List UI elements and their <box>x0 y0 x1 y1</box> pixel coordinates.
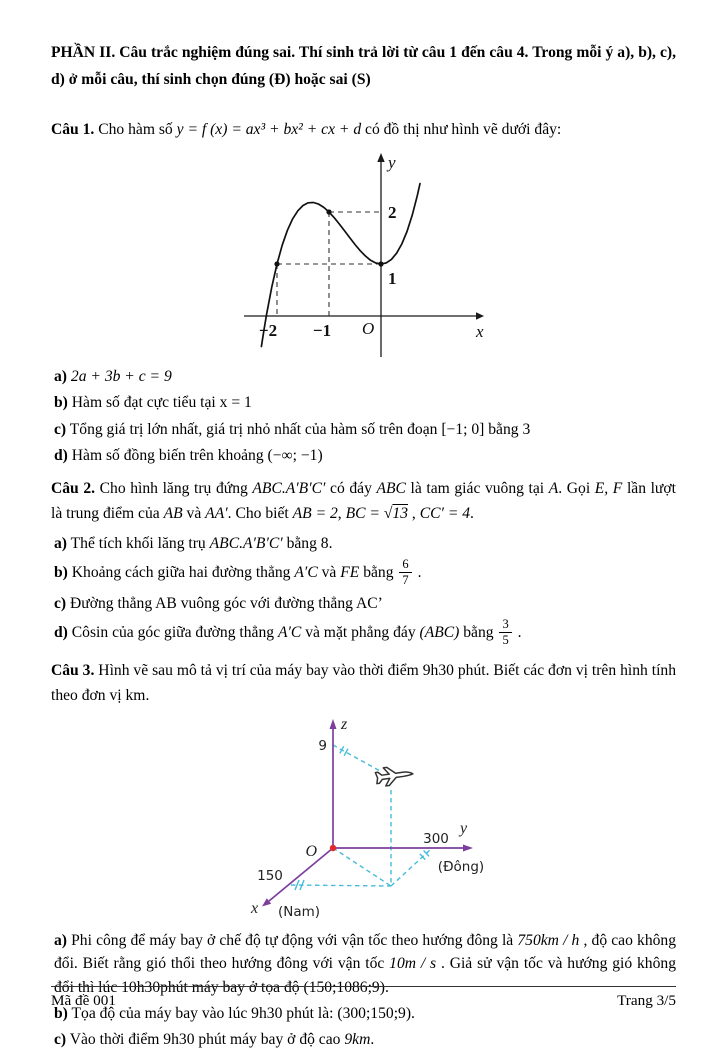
q1-tick-minus2: −2 <box>258 320 277 340</box>
q1-item-b: b) Hàm số đạt cực tiểu tại x = 1 <box>54 394 252 412</box>
x-axis-label: x <box>250 899 258 917</box>
q3-item-c: c) Vào thời điểm 9h30 phút máy bay ở độ cao 9km. <box>54 1031 375 1049</box>
q1-graph <box>238 148 490 362</box>
y-axis-arrow <box>377 153 384 162</box>
q2-item-b: b) Khoảng cách giữa hai đường thẳng A′C và FE bằng $\frac{6}{7}$ . <box>54 557 422 588</box>
q3-diagram <box>233 714 495 926</box>
q2-item-a: a) Thể tích khối lăng trụ ABC.A′B′C′ bằng 8. <box>54 534 333 552</box>
q3-statement: Câu 3. Hình vẽ sau mô tả vị trí của máy bay vào thời điểm 9h30 phút. Biết các đơn vị trên hình tính theo đơn vị km. <box>51 662 676 704</box>
q1-graph-figure <box>51 148 676 362</box>
q1-graph-dashed-lines <box>277 212 381 316</box>
x-axis-arrow <box>476 312 484 319</box>
page-footer <box>51 986 676 1010</box>
q1-statement: Câu 1. Cho hàm số y = f (x) = ax³ + bx² + cx + d có đồ thị như hình vẽ dưới đây: <box>51 120 562 138</box>
q2-item-c: c) Đường thẳng AB vuông góc với đường thẳng AC’ <box>54 595 383 613</box>
q1-tick-minus1: −1 <box>312 320 331 340</box>
z-value-label: 9 <box>317 737 327 754</box>
q2-item-d: d) Côsin của góc giữa đường thẳng A′C và mặt phẳng đáy (ABC) bằng $\frac{3}{5}$ . <box>54 617 522 648</box>
south-label: (Nam) <box>277 903 320 920</box>
origin-label: O <box>304 842 317 860</box>
q3-diagram-figure <box>51 714 676 926</box>
q1-tick-1: 1 <box>387 268 396 288</box>
equality-ticks <box>295 746 429 890</box>
q1-tick-2: 2 <box>387 202 396 222</box>
q1-x-axis-label: x <box>475 321 484 341</box>
z-axis-label: z <box>340 715 347 733</box>
q1-origin-label: O <box>361 318 374 338</box>
q1-y-axis-label: y <box>387 152 396 172</box>
diagram-axes <box>269 728 463 901</box>
origin-dot <box>329 845 335 851</box>
q1-item-c: c) Tổng giá trị lớn nhất, giá trị nhỏ nhất của hàm số trên đoạn [−1; 0] bằng 3 <box>54 420 531 438</box>
page-number: Trang 3/5 <box>617 992 676 1009</box>
q1-item-a: a) 2a + 3b + c = 9 <box>54 367 172 385</box>
q3-item-b: b) Tọa độ của máy bay vào lúc 9h30 phút là: (300;150;9). <box>54 1004 415 1022</box>
y-axis-label: y <box>459 819 467 837</box>
x-value-label: 150 <box>256 867 283 884</box>
q2-statement: Câu 2. Cho hình lăng trụ đứng ABC.A′B′C′ có đáy ABC là tam giác vuông tại A. Gọi E, F lần lượt là trung điểm của AB và AA′. Cho biết AB = 2, BC = √13 , CC′ = 4. <box>51 480 676 522</box>
diagram-axis-arrows <box>262 719 473 907</box>
q3-item-a: a) Phi công để máy bay ở chế độ tự động với vận tốc theo hướng đông là 750km / h , độ cao không đổi. Biết rằng gió thổi theo hướng đông với vận tốc 10m / s . Giả sử vận tốc và hướng gió không đổi thì lúc 10h30phút máy bay ở tọa độ (150;1086;9). <box>54 931 677 996</box>
section-header: PHẦN II. Câu trắc nghiệm đúng sai. Thí sinh trả lời từ câu 1 đến câu 4. Trong mỗi ý a), b), c), d) ở mỗi câu, thí sinh chọn đúng (Đ) hoặc sai (S) <box>51 44 676 88</box>
airplane-icon <box>374 764 413 787</box>
y-value-label: 300 <box>422 830 449 847</box>
exam-code: Mã đề 001 <box>51 992 116 1009</box>
q1-item-d: d) Hàm số đồng biến trên khoảng (−∞; −1) <box>54 446 323 464</box>
east-label: (Đông) <box>437 858 484 875</box>
